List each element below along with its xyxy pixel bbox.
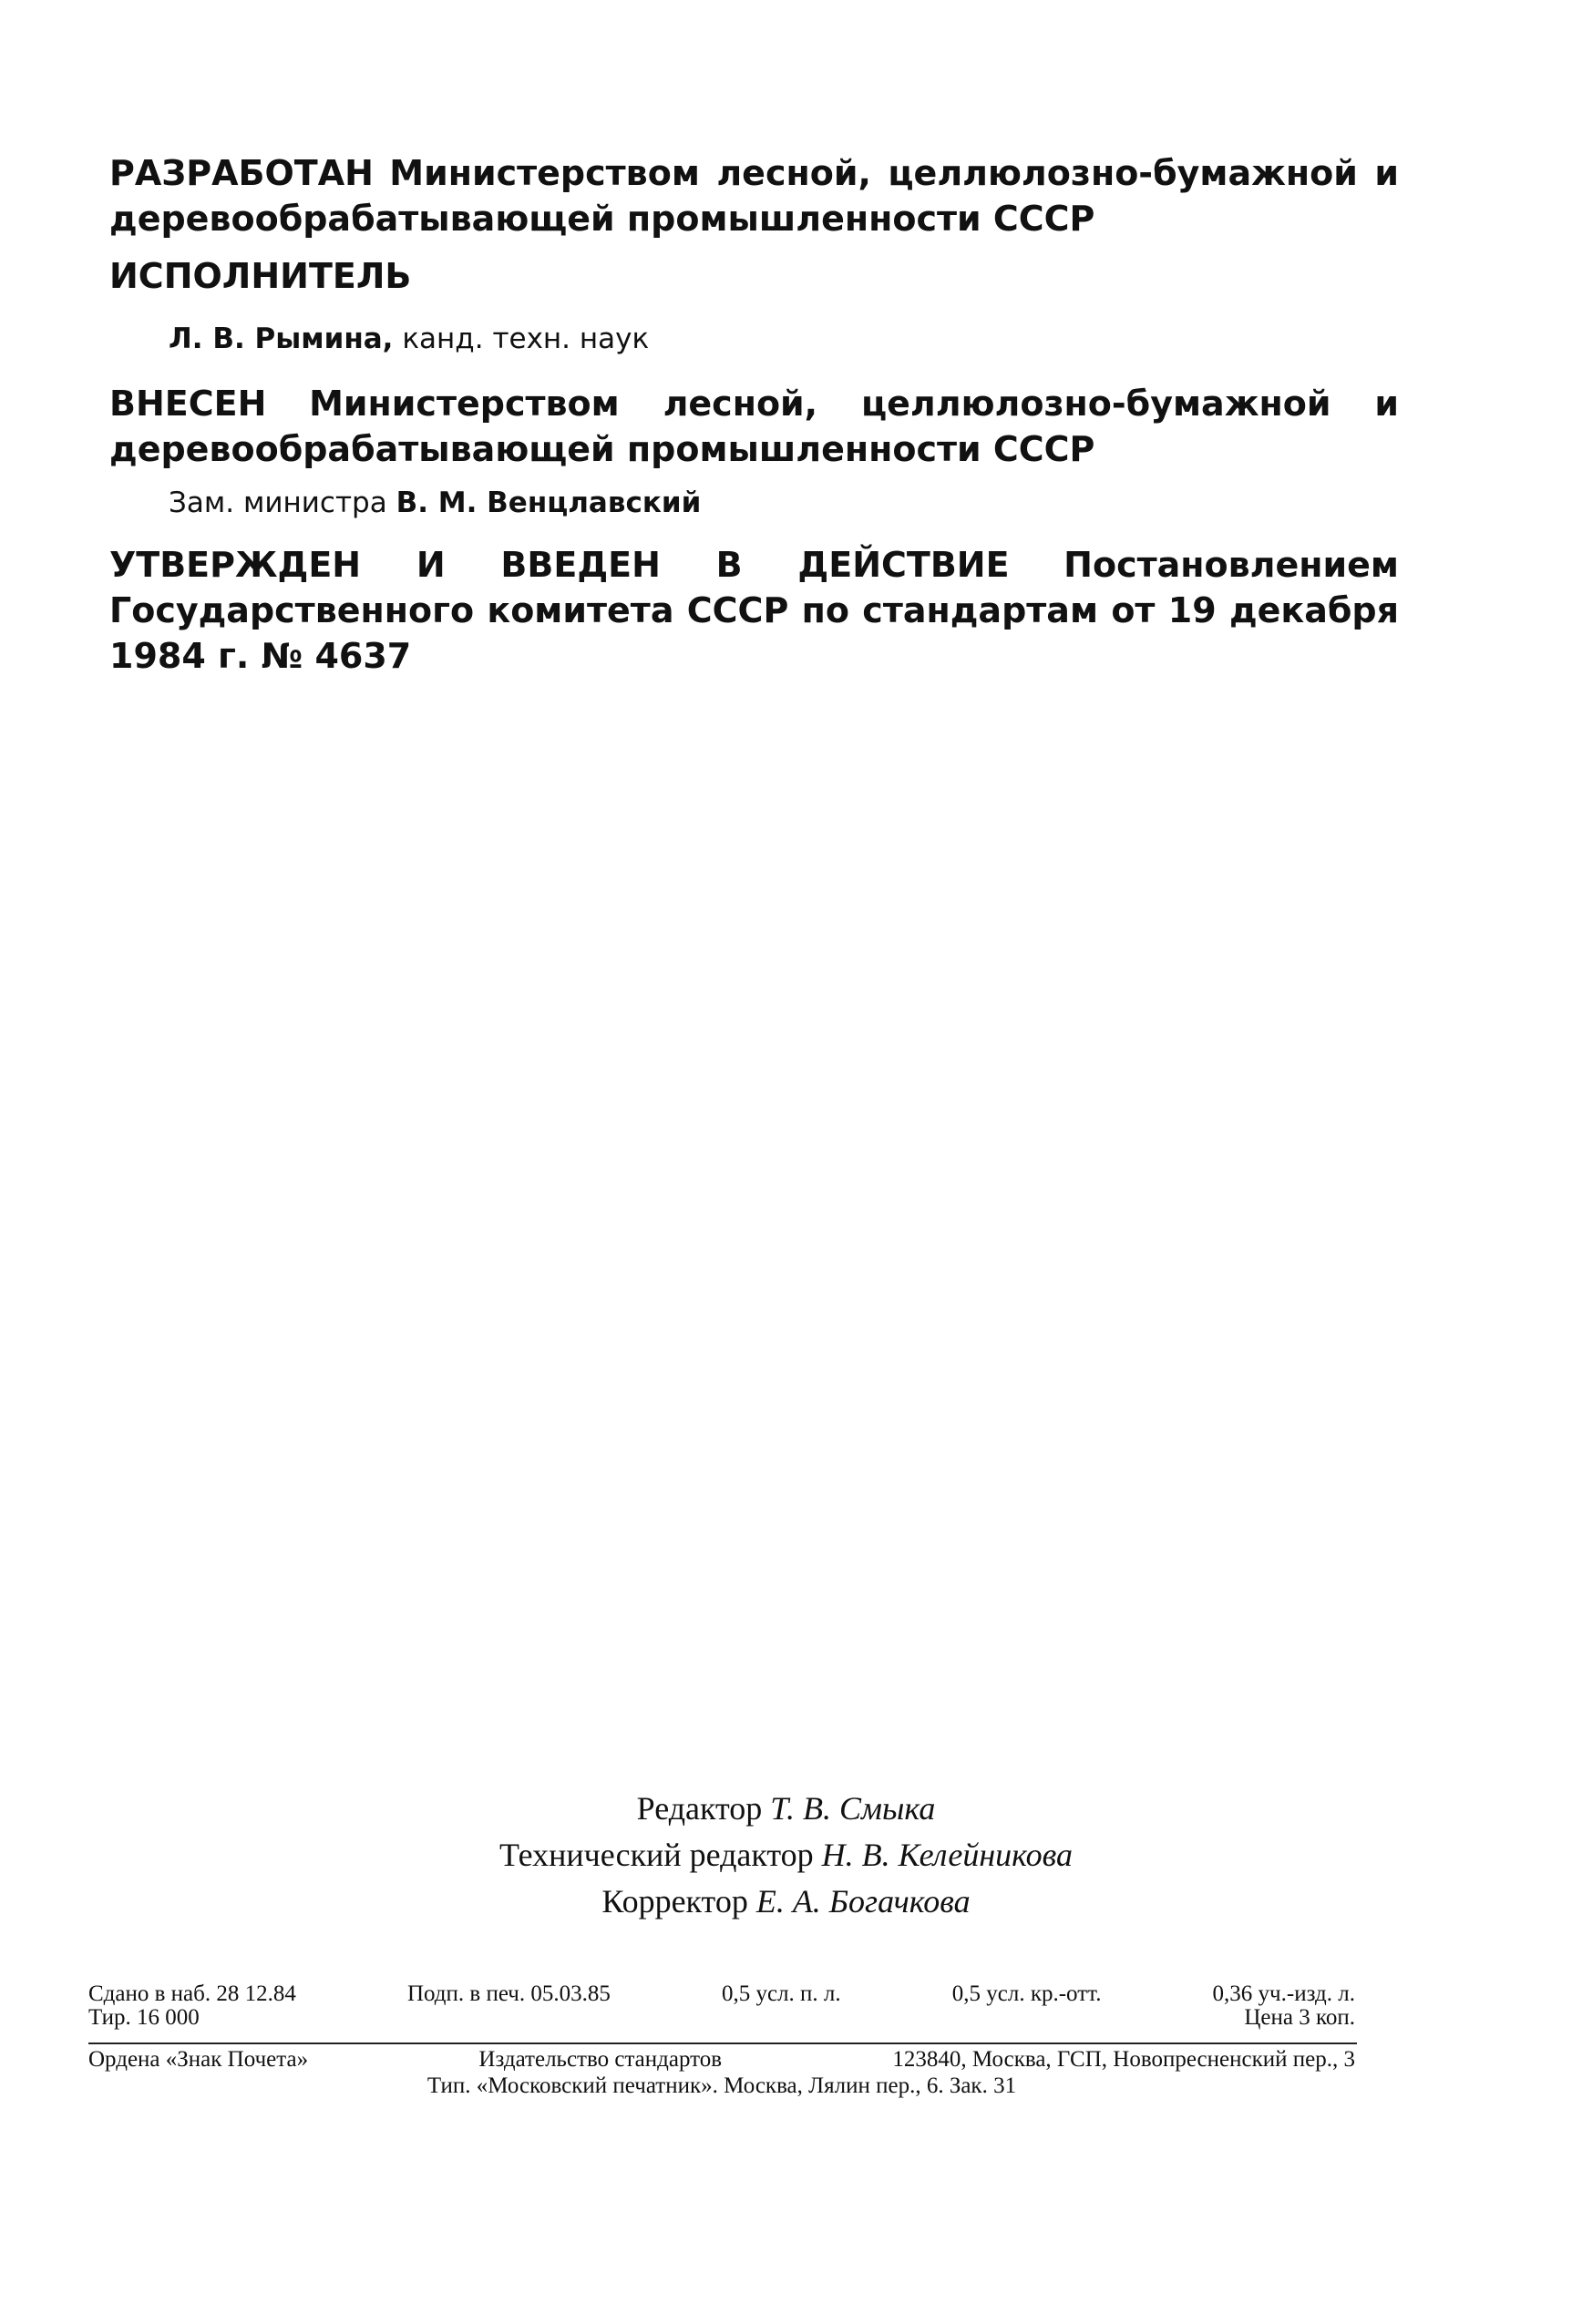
submitted-text: Министерством лесной, целлюлозно-бумажной и деревообрабатывающей промышленности СССР — [109, 384, 1399, 469]
printer-block — [88, 2046, 1355, 2099]
official-name: В. М. Венцлавский — [396, 486, 702, 519]
imprint-line-1 — [88, 1982, 1355, 2006]
official-title: Зам. министра — [169, 486, 387, 519]
imprint-print-run: Тир. 16 000 — [88, 2005, 200, 2030]
official-line — [169, 485, 1353, 521]
executor-name: Л. В. Рымина, — [169, 322, 394, 355]
approved-text: Постановлением Государственного комитета СССР по стандартам от 19 декабря 1984 г. № 4637 — [109, 545, 1399, 676]
tech-editor-line — [0, 1832, 1572, 1879]
executor-line — [169, 321, 1353, 357]
developed-section — [109, 150, 1399, 241]
printer-address: 123840, Москва, ГСП, Новопресненский пер., 3 — [892, 2047, 1355, 2072]
tech-editor-name: Н. В. Келейникова — [821, 1837, 1074, 1873]
approved-section — [109, 542, 1399, 679]
submitted-label: ВНЕСЕН — [109, 384, 267, 424]
editor-name: Т. В. Смыка — [770, 1790, 936, 1827]
imprint-signed: Подп. в печ. 05.03.85 — [406, 1981, 611, 2006]
printer-order: Ордена «Знак Почета» — [88, 2047, 309, 2072]
printer-typography: Тип. «Московский печатник». Москва, Лялин пер., 6. Зак. 31 — [426, 2073, 1017, 2098]
approved-label: УТВЕРЖДЕН И ВВЕДЕН В ДЕЙСТВИЕ — [109, 545, 1010, 585]
corrector-line — [0, 1879, 1572, 1925]
corrector-role: Корректор — [601, 1883, 748, 1920]
imprint-publisher-sheets: 0,36 уч.-изд. л. — [1212, 1981, 1355, 2006]
developed-label: РАЗРАБОТАН — [109, 153, 374, 193]
executor-label: ИСПОЛНИТЕЛЬ — [109, 256, 412, 296]
imprint-block — [88, 1982, 1355, 2030]
printer-publisher: Издательство стандартов — [478, 2047, 723, 2072]
imprint-price: Цена 3 коп. — [1244, 2005, 1355, 2030]
editor-role: Редактор — [636, 1790, 763, 1827]
printer-line-1 — [88, 2046, 1355, 2073]
executor-title: канд. техн. наук — [402, 322, 650, 355]
imprint-color-sheets: 0,5 усл. кр.-отт. — [951, 1981, 1102, 2006]
editor-line — [0, 1786, 1572, 1832]
submitted-section — [109, 381, 1399, 472]
credits-block — [0, 1786, 1572, 1925]
imprint-line-2 — [88, 2006, 1355, 2030]
corrector-name: Е. А. Богачкова — [755, 1883, 971, 1920]
imprint-sheets: 0,5 усл. п. л. — [721, 1981, 841, 2006]
imprint-submitted: Сдано в наб. 28 12.84 — [88, 1981, 296, 2006]
developed-text: Министерством лесной, целлюлозно-бумажной и деревообрабатывающей промышленности СССР — [109, 153, 1399, 239]
divider-rule — [88, 2042, 1357, 2044]
tech-editor-role: Технический редактор — [498, 1837, 814, 1873]
